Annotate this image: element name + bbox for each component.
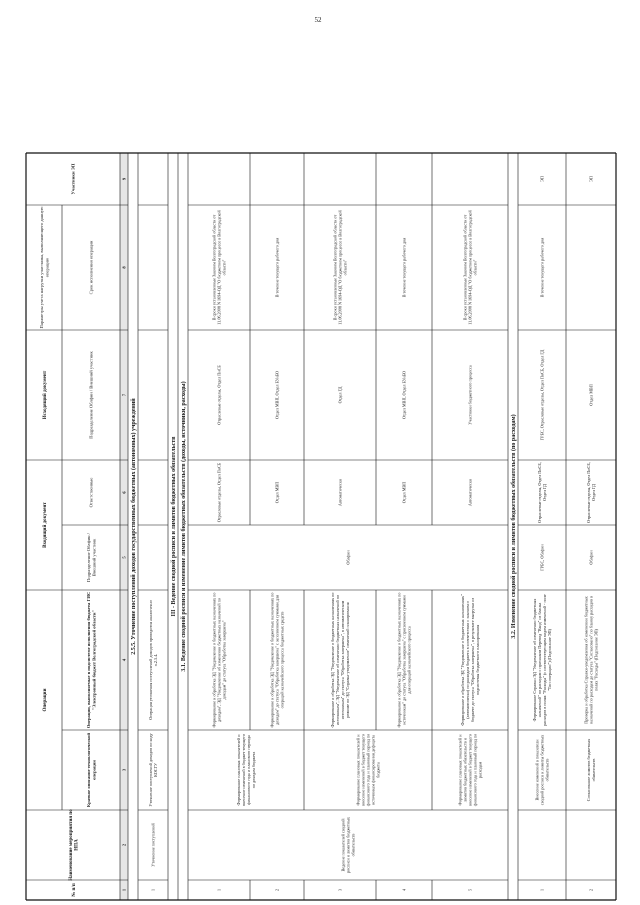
table-cell-text: Проверка и обработка Справки-уведомления об изменении бюджетныхназначений по расходам до статуса "Согласовано" по бланку расходов вполях "Расходы" (Подписание ЭП) bbox=[583, 595, 599, 725]
table-cell-text: 1 bbox=[150, 888, 156, 892]
group-activity: Ведение показателей своднойросписи и лимитов бюджетныхобязательств bbox=[340, 816, 356, 874]
table-cell-text: Отдел МВП bbox=[274, 481, 280, 504]
row-number: 4 bbox=[401, 888, 407, 892]
table-cell-text: В сроки установленные Законом Волгоградской области от11.06.2008 N 1694-ОД "О бюджетном процессе в Волгоградскойобласти" bbox=[332, 210, 348, 325]
section-title: 3.2. Изменение сводной росписи и лимитов бюджетных обязательств (по расходам) bbox=[511, 414, 518, 639]
header-num: № п/п bbox=[71, 883, 77, 897]
table-cell-text: Участники бюджетного процесса bbox=[467, 365, 473, 425]
table-cell-text: Отраслевые отделы, Отдел ПиСБ bbox=[216, 462, 222, 523]
table-cell-text: В сроки установленные Законом Волгоградской области от11.06.2008 N 1694-ОД "О бюджетном процессе в Волгоградскойобласти" bbox=[462, 210, 478, 325]
table-cell-text: Отраслевые отделы, Отдел ПиСБ,Отдел ГД bbox=[586, 462, 596, 523]
column-number: 3 bbox=[121, 768, 127, 772]
row-number: 3 bbox=[337, 888, 343, 892]
table-cell-text: Формирование и обработка ЭД "Уведомление о бюджетных назначениях поисточникам" до статуса "Обработка завершена" с присвоением суммамидля операций казначейского процесса bbox=[396, 592, 412, 728]
table-cell-text: Операция уточнения поступлений доходов проводится аналогичноп.2.5.4. bbox=[148, 600, 158, 720]
header-input-unit: Подразделение Облфин /Внешний участник bbox=[85, 533, 97, 582]
table-cell-text: Формирование и обработка ЭД "Уведомление о бюджетных назначениях подоходам", ЭД "Уведомление об изменении бюджетных назначений подоходам" до статуса "Обработка завершена" bbox=[211, 592, 227, 728]
table-cell-text: Формирование и обработка ЭД "Уведомление о бюджетных назначениях подоходам" до статуса "Обработка завершена" с заполнением суммами дляопераций казначейского процесса бюджетных средств bbox=[269, 592, 285, 728]
section-title: 3.1. Ведение сводной росписи и изменение лимитов бюджетных обязательств (доходы, источники, расходы) bbox=[181, 381, 188, 672]
column-number-row bbox=[120, 153, 128, 900]
table-cell-text: Уточнение поступлений bbox=[150, 823, 156, 867]
table-cell-text: ЭП bbox=[539, 176, 545, 182]
column-number: 5 bbox=[121, 556, 127, 559]
table-cell-text: Формирование плановых показателей ивнесение изменений в бюджет текущегофинансового года и плановый период поисточникам финансирования дефицитабюджета bbox=[355, 733, 381, 807]
header-output-unit: Подразделение Облфин / Внешний участник bbox=[88, 351, 94, 439]
header-params: Параметры учета нагрузки участника, выполняющего даннуюоперацию bbox=[38, 206, 50, 329]
header-input-doc: Входящий документ bbox=[42, 502, 48, 548]
table-cell-text: ЭП bbox=[588, 176, 594, 182]
column-number: 2 bbox=[121, 843, 127, 847]
table-cell-text: Облфин bbox=[588, 550, 594, 565]
table-cell-text: В сроки установленные Законом Волгоградской области от11.06.2008 N 1694-ОД "О бюджетном процессе в Волгоградскойобласти" bbox=[211, 210, 227, 325]
header-operations: Операции bbox=[42, 688, 48, 712]
header-operation: Операции, выполняемые в подсистеме исполнения бюджета ГИС"Электронный бюджет Волгоградской области" bbox=[85, 591, 97, 729]
row-number: 5 bbox=[467, 888, 473, 892]
header-activity: Наименование мероприятия поНПА bbox=[68, 809, 80, 881]
table-cell-text: ГРБС, Облфин bbox=[539, 544, 545, 571]
header-deadline: Срок исполнения операции bbox=[88, 240, 94, 295]
header-responsible: Ответственные bbox=[88, 477, 94, 508]
table-cell-text: Внесение изменений в показателисводной росписи и лимиты бюджетныхобязательств bbox=[534, 734, 550, 806]
table-cell-text: Отдел МВП bbox=[588, 384, 594, 406]
table-cell-text: Формирование плановых показателей ивнесение изменений в бюджет текущегофинансового года и планового периодапо доходам бюджета bbox=[236, 734, 256, 806]
table-cell-text: Уточнение поступлений доходов по кодуКОСГУ bbox=[148, 733, 158, 807]
header-output-doc: Исходящий документ bbox=[42, 370, 48, 420]
row-number: 1 bbox=[216, 888, 222, 892]
table-cell-text: В течение текущего рабочего дня bbox=[539, 237, 545, 298]
section-title: III - Ведение сводной росписи и лимитов бюджетных обязательств bbox=[171, 436, 178, 617]
header-short-desc: Краткое описание технологическойоперации bbox=[85, 732, 97, 808]
column-number: 7 bbox=[121, 393, 127, 397]
rotated-table bbox=[26, 153, 616, 900]
column-number: 8 bbox=[121, 266, 127, 269]
column-number: 1 bbox=[121, 888, 127, 892]
header-participants: Участники ЭП bbox=[70, 163, 76, 195]
column-number: 4 bbox=[121, 658, 127, 662]
row-number: 1 bbox=[539, 888, 545, 892]
row-number: 2 bbox=[588, 888, 594, 892]
table-cell-text: Автоматически bbox=[337, 478, 343, 507]
table-cell-text: Формирование и обработка ЭД "Уведомление о бюджетных назначениях"(автоматически) по расходам бюджета в соответствии с законом обюджете до статуса "Обработка завершена", в результате выгрузки изподсистемы бюджетного планирования bbox=[460, 594, 480, 726]
table-cell-text: В течение текущего рабочего дня bbox=[401, 237, 407, 298]
table-cell-text: Отдел МВП bbox=[401, 481, 407, 504]
page-number: 52 bbox=[314, 16, 322, 24]
table-cell-text: Автоматически bbox=[467, 478, 473, 507]
table-cell-text: Формирование и обработка ЭД "Уведомление о бюджетных назначениях поисточникам", ЭД "Уведомление об изменении бюджетных назначений поисточникам" до статуса "Обработка завершена", в автоматическомрежиме по ЭД "Справка-уведомление" изменений планирования bbox=[330, 592, 350, 728]
table-cell-text: ГРБС, Отраслевые отделы, Отдел ПиСБ, Отдел ГД bbox=[539, 349, 545, 441]
table-cell-text: Согласование лимитов бюджетныхобязательств bbox=[586, 738, 596, 802]
merged-input-unit: Облфин bbox=[345, 550, 351, 565]
table-cell-text: Формирование плановых показателей илимитов бюджетных обязательств ивнесение изменений в бюджет текущегофинансового года и плановый период порасходам bbox=[457, 733, 483, 807]
row-number: 2 bbox=[274, 888, 280, 892]
column-number: 9 bbox=[121, 177, 127, 181]
section-title: 2.5.5. Уточнение поступлений доходов государственных бюджетных (автономных) учреждений bbox=[131, 398, 138, 655]
table-cell-text: Отраслевые отделы, Отдел ПиСБ,Отдел ГД bbox=[537, 462, 547, 523]
table-cell-text: Отдел МВП, Отдел БУиБО bbox=[274, 371, 280, 419]
column-number: 6 bbox=[121, 491, 127, 494]
table-cell-text: Отдел ГД bbox=[337, 386, 343, 404]
table-cell-text: Отдел МВП, Отдел БУиБО bbox=[401, 371, 407, 419]
table-cell-text: Отраслевые отделы, Отдел ПиСБ bbox=[216, 365, 222, 425]
table-cell-text: В течение текущего рабочего дня bbox=[274, 237, 280, 298]
table-cell-text: Формирование Справки ЭД "Уведомление об изменении бюджетныхназначений" по расходам с признаком Перевод "Вход" из бланкарасходов в полях "Расходы" (с соответствующим видом изменений - поле"Тип операции") (Подписание ЭП) bbox=[532, 594, 552, 726]
